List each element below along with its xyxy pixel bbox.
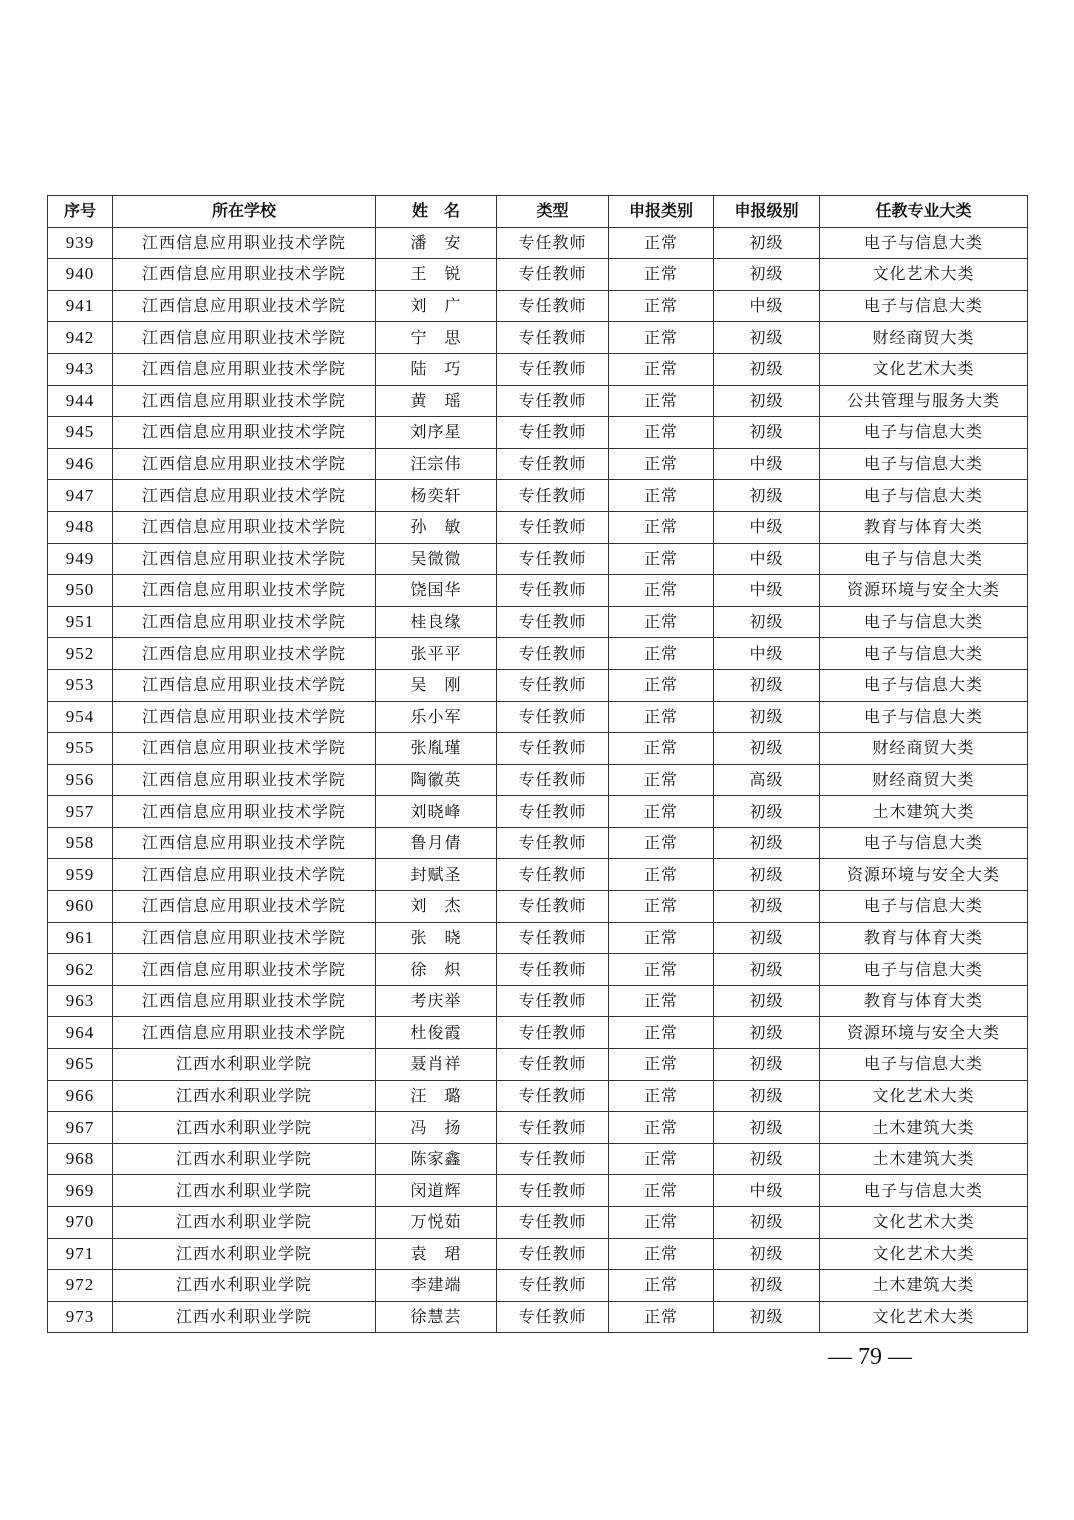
cell-teaching-major: 电子与信息大类 [820,290,1028,322]
cell-application-category: 正常 [609,1301,714,1333]
table-row [48,1112,1028,1144]
cell-application-category: 正常 [609,1080,714,1112]
table-row [48,764,1028,796]
table-row [48,701,1028,733]
cell-school: 江西信息应用职业技术学院 [113,322,376,354]
cell-type: 专任教师 [497,1270,609,1302]
cell-teaching-major: 电子与信息大类 [820,1049,1028,1081]
cell-name: 闵道辉 [376,1175,497,1207]
cell-teaching-major: 电子与信息大类 [820,480,1028,512]
cell-type: 专任教师 [497,575,609,607]
cell-name: 吴 刚 [376,669,497,701]
cell-school: 江西信息应用职业技术学院 [113,385,376,417]
cell-serial-number: 953 [48,669,113,701]
cell-school: 江西信息应用职业技术学院 [113,417,376,449]
table-row [48,227,1028,259]
cell-application-category: 正常 [609,669,714,701]
cell-application-level: 中级 [714,1175,820,1207]
cell-application-level: 中级 [714,448,820,480]
cell-name: 饶国华 [376,575,497,607]
cell-name: 陶徽英 [376,764,497,796]
header-application-level: 申报级别 [714,196,820,228]
cell-teaching-major: 文化艺术大类 [820,353,1028,385]
cell-school: 江西信息应用职业技术学院 [113,1017,376,1049]
cell-serial-number: 946 [48,448,113,480]
cell-type: 专任教师 [497,511,609,543]
cell-application-level: 初级 [714,954,820,986]
cell-serial-number: 964 [48,1017,113,1049]
cell-application-category: 正常 [609,638,714,670]
cell-serial-number: 972 [48,1270,113,1302]
cell-application-level: 初级 [714,353,820,385]
table-row [48,385,1028,417]
table-row [48,511,1028,543]
cell-name: 王 锐 [376,259,497,291]
cell-type: 专任教师 [497,859,609,891]
cell-teaching-major: 教育与体育大类 [820,511,1028,543]
cell-type: 专任教师 [497,259,609,291]
table-row [48,891,1028,923]
cell-serial-number: 969 [48,1175,113,1207]
cell-school: 江西信息应用职业技术学院 [113,922,376,954]
cell-school: 江西水利职业学院 [113,1207,376,1239]
cell-name: 潘 安 [376,227,497,259]
cell-application-category: 正常 [609,322,714,354]
cell-teaching-major: 土木建筑大类 [820,1112,1028,1144]
cell-name: 袁 珺 [376,1238,497,1270]
cell-teaching-major: 土木建筑大类 [820,796,1028,828]
table-row [48,1175,1028,1207]
cell-school: 江西信息应用职业技术学院 [113,859,376,891]
cell-application-category: 正常 [609,733,714,765]
table-row [48,1270,1028,1302]
cell-application-level: 初级 [714,1143,820,1175]
cell-application-category: 正常 [609,1017,714,1049]
cell-teaching-major: 电子与信息大类 [820,827,1028,859]
table-row [48,606,1028,638]
cell-school: 江西水利职业学院 [113,1301,376,1333]
cell-school: 江西信息应用职业技术学院 [113,669,376,701]
cell-school: 江西信息应用职业技术学院 [113,290,376,322]
cell-name: 杜俊霞 [376,1017,497,1049]
cell-serial-number: 949 [48,543,113,575]
cell-teaching-major: 电子与信息大类 [820,543,1028,575]
cell-school: 江西信息应用职业技术学院 [113,827,376,859]
cell-name: 封赋圣 [376,859,497,891]
cell-name: 李建端 [376,1270,497,1302]
cell-application-level: 初级 [714,1207,820,1239]
cell-school: 江西水利职业学院 [113,1080,376,1112]
cell-application-category: 正常 [609,290,714,322]
cell-application-category: 正常 [609,448,714,480]
cell-application-category: 正常 [609,417,714,449]
table-row [48,353,1028,385]
cell-application-level: 初级 [714,922,820,954]
cell-teaching-major: 电子与信息大类 [820,448,1028,480]
header-row [48,196,1028,228]
cell-name: 黄 瑶 [376,385,497,417]
cell-application-category: 正常 [609,575,714,607]
cell-application-level: 初级 [714,1080,820,1112]
header-type: 类型 [497,196,609,228]
cell-application-category: 正常 [609,353,714,385]
cell-type: 专任教师 [497,638,609,670]
cell-type: 专任教师 [497,480,609,512]
cell-teaching-major: 财经商贸大类 [820,733,1028,765]
table-body [48,227,1028,1333]
cell-serial-number: 960 [48,891,113,923]
cell-serial-number: 959 [48,859,113,891]
cell-application-level: 初级 [714,417,820,449]
cell-type: 专任教师 [497,417,609,449]
cell-serial-number: 961 [48,922,113,954]
cell-school: 江西水利职业学院 [113,1049,376,1081]
cell-serial-number: 954 [48,701,113,733]
cell-type: 专任教师 [497,922,609,954]
cell-name: 陆 巧 [376,353,497,385]
table-row [48,1238,1028,1270]
header-teaching-major: 任教专业大类 [820,196,1028,228]
cell-application-level: 初级 [714,1238,820,1270]
cell-teaching-major: 电子与信息大类 [820,606,1028,638]
cell-application-category: 正常 [609,922,714,954]
cell-name: 孙 敏 [376,511,497,543]
cell-school: 江西信息应用职业技术学院 [113,796,376,828]
cell-application-level: 初级 [714,733,820,765]
cell-serial-number: 948 [48,511,113,543]
cell-application-category: 正常 [609,891,714,923]
cell-school: 江西信息应用职业技术学院 [113,638,376,670]
cell-teaching-major: 土木建筑大类 [820,1270,1028,1302]
table-row [48,827,1028,859]
cell-serial-number: 968 [48,1143,113,1175]
cell-school: 江西信息应用职业技术学院 [113,259,376,291]
cell-school: 江西信息应用职业技术学院 [113,511,376,543]
cell-application-category: 正常 [609,1175,714,1207]
cell-application-category: 正常 [609,827,714,859]
cell-teaching-major: 资源环境与安全大类 [820,1017,1028,1049]
table-row [48,922,1028,954]
cell-teaching-major: 电子与信息大类 [820,701,1028,733]
cell-type: 专任教师 [497,322,609,354]
cell-serial-number: 945 [48,417,113,449]
cell-application-level: 初级 [714,859,820,891]
cell-type: 专任教师 [497,1207,609,1239]
cell-school: 江西信息应用职业技术学院 [113,954,376,986]
table-row [48,1207,1028,1239]
table-row [48,954,1028,986]
cell-application-category: 正常 [609,1049,714,1081]
cell-school: 江西信息应用职业技术学院 [113,448,376,480]
table-row [48,417,1028,449]
cell-school: 江西信息应用职业技术学院 [113,891,376,923]
cell-name: 冯 扬 [376,1112,497,1144]
cell-type: 专任教师 [497,985,609,1017]
cell-teaching-major: 电子与信息大类 [820,1175,1028,1207]
table-row [48,796,1028,828]
cell-type: 专任教师 [497,1112,609,1144]
cell-type: 专任教师 [497,796,609,828]
cell-type: 专任教师 [497,954,609,986]
cell-name: 张平平 [376,638,497,670]
cell-type: 专任教师 [497,827,609,859]
cell-teaching-major: 教育与体育大类 [820,985,1028,1017]
cell-name: 徐 炽 [376,954,497,986]
cell-school: 江西信息应用职业技术学院 [113,606,376,638]
table-row [48,733,1028,765]
table-row [48,985,1028,1017]
header-serial-number: 序号 [48,196,113,228]
cell-application-level: 中级 [714,290,820,322]
table-row [48,1017,1028,1049]
cell-serial-number: 951 [48,606,113,638]
cell-school: 江西水利职业学院 [113,1112,376,1144]
cell-name: 杨奕轩 [376,480,497,512]
cell-application-level: 中级 [714,575,820,607]
page-number: — 79 — [828,1344,912,1370]
cell-name: 徐慧芸 [376,1301,497,1333]
cell-type: 专任教师 [497,733,609,765]
cell-school: 江西水利职业学院 [113,1143,376,1175]
cell-type: 专任教师 [497,227,609,259]
cell-name: 陈家鑫 [376,1143,497,1175]
cell-application-category: 正常 [609,954,714,986]
cell-teaching-major: 电子与信息大类 [820,417,1028,449]
cell-application-level: 初级 [714,669,820,701]
table-row [48,448,1028,480]
cell-type: 专任教师 [497,669,609,701]
cell-school: 江西信息应用职业技术学院 [113,701,376,733]
cell-school: 江西信息应用职业技术学院 [113,353,376,385]
table-row [48,1301,1028,1333]
table-row [48,259,1028,291]
cell-school: 江西信息应用职业技术学院 [113,985,376,1017]
cell-name: 鲁月倩 [376,827,497,859]
cell-application-level: 初级 [714,985,820,1017]
cell-serial-number: 966 [48,1080,113,1112]
cell-teaching-major: 电子与信息大类 [820,669,1028,701]
header-application-category: 申报类别 [609,196,714,228]
cell-application-level: 初级 [714,1270,820,1302]
cell-type: 专任教师 [497,1143,609,1175]
cell-application-level: 初级 [714,322,820,354]
cell-application-level: 初级 [714,1049,820,1081]
cell-serial-number: 950 [48,575,113,607]
table-row [48,669,1028,701]
cell-name: 刘 广 [376,290,497,322]
cell-serial-number: 970 [48,1207,113,1239]
cell-serial-number: 939 [48,227,113,259]
cell-application-category: 正常 [609,606,714,638]
cell-name: 桂良缘 [376,606,497,638]
cell-name: 吴微微 [376,543,497,575]
table-row [48,1080,1028,1112]
table-row [48,859,1028,891]
cell-serial-number: 973 [48,1301,113,1333]
cell-teaching-major: 电子与信息大类 [820,954,1028,986]
cell-name: 考庆举 [376,985,497,1017]
cell-teaching-major: 电子与信息大类 [820,638,1028,670]
cell-application-category: 正常 [609,480,714,512]
cell-serial-number: 971 [48,1238,113,1270]
header-name: 姓 名 [376,196,497,228]
cell-teaching-major: 财经商贸大类 [820,764,1028,796]
cell-teaching-major: 文化艺术大类 [820,1238,1028,1270]
cell-school: 江西信息应用职业技术学院 [113,480,376,512]
cell-teaching-major: 文化艺术大类 [820,1301,1028,1333]
cell-type: 专任教师 [497,385,609,417]
cell-application-category: 正常 [609,985,714,1017]
table-row [48,1143,1028,1175]
cell-type: 专任教师 [497,1049,609,1081]
cell-application-level: 初级 [714,891,820,923]
cell-teaching-major: 文化艺术大类 [820,1080,1028,1112]
cell-serial-number: 965 [48,1049,113,1081]
cell-name: 刘晓峰 [376,796,497,828]
cell-type: 专任教师 [497,1301,609,1333]
cell-type: 专任教师 [497,1017,609,1049]
cell-application-category: 正常 [609,1238,714,1270]
cell-application-level: 初级 [714,827,820,859]
table-row [48,1049,1028,1081]
cell-serial-number: 957 [48,796,113,828]
cell-teaching-major: 土木建筑大类 [820,1143,1028,1175]
cell-application-level: 初级 [714,1017,820,1049]
cell-type: 专任教师 [497,1080,609,1112]
cell-application-level: 初级 [714,1301,820,1333]
cell-application-category: 正常 [609,764,714,796]
cell-application-level: 初级 [714,227,820,259]
cell-type: 专任教师 [497,353,609,385]
cell-application-level: 高级 [714,764,820,796]
cell-application-category: 正常 [609,1143,714,1175]
cell-application-category: 正常 [609,701,714,733]
cell-name: 刘 杰 [376,891,497,923]
cell-type: 专任教师 [497,764,609,796]
cell-application-category: 正常 [609,1270,714,1302]
cell-serial-number: 943 [48,353,113,385]
cell-application-category: 正常 [609,543,714,575]
cell-name: 宁 思 [376,322,497,354]
cell-name: 汪 璐 [376,1080,497,1112]
table-row [48,575,1028,607]
cell-name: 刘序星 [376,417,497,449]
cell-type: 专任教师 [497,1175,609,1207]
cell-application-level: 初级 [714,1112,820,1144]
cell-name: 万悦茹 [376,1207,497,1239]
cell-serial-number: 940 [48,259,113,291]
cell-school: 江西信息应用职业技术学院 [113,575,376,607]
cell-school: 江西信息应用职业技术学院 [113,733,376,765]
cell-school: 江西水利职业学院 [113,1270,376,1302]
cell-teaching-major: 文化艺术大类 [820,259,1028,291]
cell-teaching-major: 财经商贸大类 [820,322,1028,354]
cell-application-category: 正常 [609,511,714,543]
cell-teaching-major: 文化艺术大类 [820,1207,1028,1239]
cell-type: 专任教师 [497,701,609,733]
cell-application-level: 初级 [714,480,820,512]
cell-type: 专任教师 [497,606,609,638]
cell-teaching-major: 资源环境与安全大类 [820,859,1028,891]
cell-teaching-major: 公共管理与服务大类 [820,385,1028,417]
table-row [48,480,1028,512]
cell-serial-number: 947 [48,480,113,512]
cell-name: 张 晓 [376,922,497,954]
cell-teaching-major: 资源环境与安全大类 [820,575,1028,607]
cell-application-level: 中级 [714,511,820,543]
cell-application-level: 初级 [714,796,820,828]
cell-application-level: 中级 [714,543,820,575]
cell-serial-number: 967 [48,1112,113,1144]
cell-teaching-major: 电子与信息大类 [820,891,1028,923]
table-row [48,638,1028,670]
cell-school: 江西信息应用职业技术学院 [113,227,376,259]
cell-application-category: 正常 [609,1112,714,1144]
cell-application-level: 初级 [714,701,820,733]
cell-serial-number: 955 [48,733,113,765]
table-header [48,196,1028,228]
cell-teaching-major: 电子与信息大类 [820,227,1028,259]
cell-serial-number: 941 [48,290,113,322]
cell-application-category: 正常 [609,1207,714,1239]
cell-name: 乐小军 [376,701,497,733]
table-row [48,290,1028,322]
cell-application-category: 正常 [609,385,714,417]
cell-type: 专任教师 [497,448,609,480]
cell-type: 专任教师 [497,891,609,923]
cell-school: 江西信息应用职业技术学院 [113,543,376,575]
table-row [48,322,1028,354]
header-school: 所在学校 [113,196,376,228]
cell-serial-number: 962 [48,954,113,986]
cell-type: 专任教师 [497,290,609,322]
cell-application-level: 初级 [714,259,820,291]
cell-serial-number: 942 [48,322,113,354]
cell-application-category: 正常 [609,859,714,891]
cell-school: 江西水利职业学院 [113,1238,376,1270]
cell-name: 汪宗伟 [376,448,497,480]
cell-type: 专任教师 [497,1238,609,1270]
cell-application-category: 正常 [609,796,714,828]
cell-serial-number: 944 [48,385,113,417]
cell-serial-number: 958 [48,827,113,859]
cell-type: 专任教师 [497,543,609,575]
cell-application-level: 初级 [714,385,820,417]
cell-serial-number: 956 [48,764,113,796]
cell-serial-number: 952 [48,638,113,670]
roster-table [47,195,1028,1333]
cell-serial-number: 963 [48,985,113,1017]
cell-teaching-major: 教育与体育大类 [820,922,1028,954]
cell-application-category: 正常 [609,227,714,259]
cell-school: 江西水利职业学院 [113,1175,376,1207]
cell-school: 江西信息应用职业技术学院 [113,764,376,796]
cell-application-category: 正常 [609,259,714,291]
cell-name: 聂肖祥 [376,1049,497,1081]
cell-application-level: 初级 [714,606,820,638]
cell-application-level: 中级 [714,638,820,670]
cell-name: 张胤瑾 [376,733,497,765]
table-row [48,543,1028,575]
